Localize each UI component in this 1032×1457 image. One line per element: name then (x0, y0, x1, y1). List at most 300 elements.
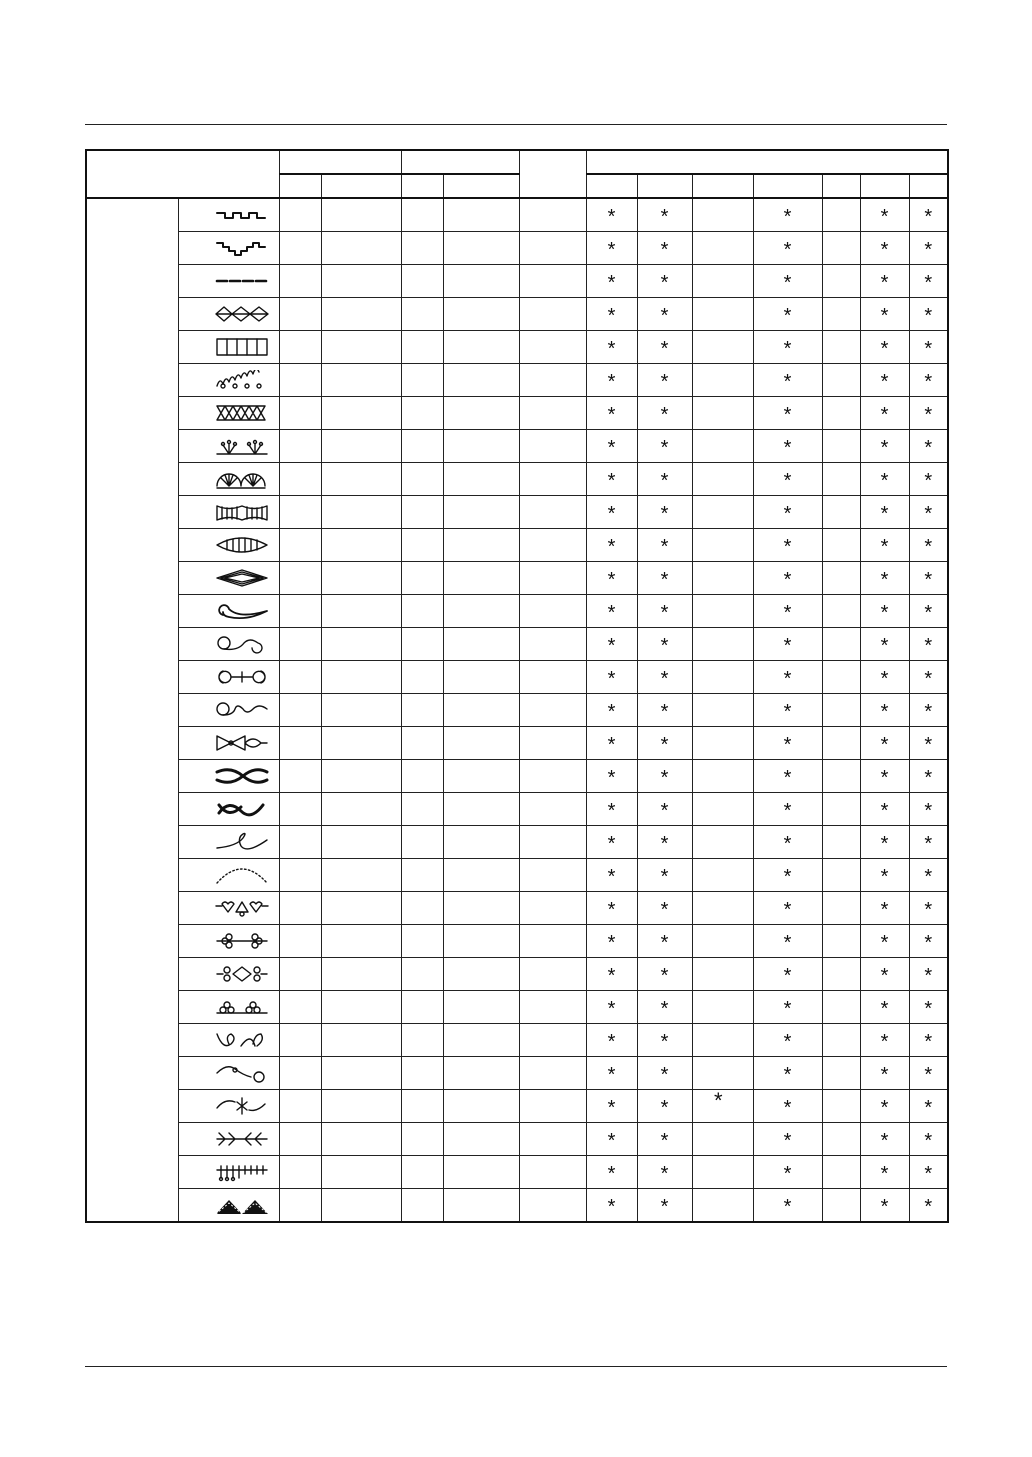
empty-cell (279, 1024, 321, 1057)
availability-mark: * (909, 463, 948, 496)
availability-mark: * (637, 1156, 692, 1189)
stitch-row (86, 1189, 948, 1223)
empty-cell (321, 991, 401, 1024)
empty-cell (519, 1024, 586, 1057)
availability-mark: * (586, 628, 637, 661)
empty-cell (692, 1024, 753, 1057)
availability-mark: * (586, 298, 637, 331)
empty-cell (822, 298, 860, 331)
availability-mark: * (586, 826, 637, 859)
empty-cell (822, 463, 860, 496)
flower-link-stitch-icon (179, 931, 279, 951)
availability-mark: * (637, 661, 692, 694)
empty-cell (519, 1156, 586, 1189)
availability-mark: * (909, 892, 948, 925)
empty-cell (321, 529, 401, 562)
availability-mark: * (860, 562, 909, 595)
stitch-pattern-cell (178, 529, 279, 562)
availability-mark: * (753, 496, 822, 529)
satin-arch-stitch-icon (179, 502, 279, 522)
empty-cell (279, 364, 321, 397)
empty-cell (321, 1057, 401, 1090)
availability-mark: * (586, 694, 637, 727)
empty-cell (692, 595, 753, 628)
empty-cell (443, 1024, 519, 1057)
scroll-curl-stitch-icon (179, 634, 279, 654)
availability-mark: * (586, 1090, 637, 1123)
availability-mark: * (586, 958, 637, 991)
empty-cell (401, 661, 443, 694)
stitch-row (86, 364, 948, 397)
wave-loop-stitch-icon (179, 1063, 279, 1083)
availability-mark: * (860, 232, 909, 265)
empty-cell (822, 1090, 860, 1123)
empty-cell (279, 859, 321, 892)
availability-mark: * (637, 463, 692, 496)
empty-cell (401, 826, 443, 859)
empty-cell (519, 826, 586, 859)
availability-mark: * (909, 430, 948, 463)
empty-cell (321, 265, 401, 298)
stitch-row (86, 331, 948, 364)
stitch-pattern-cell (178, 760, 279, 793)
availability-mark: * (909, 1090, 948, 1123)
empty-cell (401, 1189, 443, 1223)
looped-scallop-stitch-icon (179, 370, 279, 390)
empty-cell (692, 991, 753, 1024)
availability-mark: * (586, 727, 637, 760)
empty-cell (822, 331, 860, 364)
empty-cell (321, 958, 401, 991)
empty-cell (321, 430, 401, 463)
stitch-pattern-cell (178, 661, 279, 694)
empty-cell (279, 529, 321, 562)
empty-cell (443, 925, 519, 958)
empty-cell (321, 1090, 401, 1123)
empty-cell (443, 760, 519, 793)
empty-cell (321, 1123, 401, 1156)
empty-cell (822, 1189, 860, 1223)
empty-cell (401, 892, 443, 925)
empty-cell (692, 859, 753, 892)
stitch-row (86, 397, 948, 430)
empty-cell (401, 529, 443, 562)
availability-mark: * (909, 1024, 948, 1057)
empty-cell (692, 562, 753, 595)
stitch-row (86, 1057, 948, 1090)
empty-cell (279, 892, 321, 925)
empty-cell (401, 1090, 443, 1123)
empty-cell (401, 1057, 443, 1090)
empty-cell (519, 991, 586, 1024)
empty-cell (443, 232, 519, 265)
cross-hatch-stitch-icon (179, 403, 279, 423)
sprig-stitch-icon (179, 436, 279, 456)
availability-mark: * (586, 529, 637, 562)
availability-mark: * (753, 991, 822, 1024)
empty-cell (279, 496, 321, 529)
availability-mark: * (753, 1057, 822, 1090)
availability-mark: * (637, 760, 692, 793)
stepped-wave-stitch-icon (179, 238, 279, 258)
empty-cell (519, 694, 586, 727)
stitch-row (86, 1156, 948, 1189)
empty-cell (443, 265, 519, 298)
empty-cell (692, 198, 753, 232)
availability-mark: * (637, 397, 692, 430)
empty-cell (321, 826, 401, 859)
header-row-1 (86, 150, 948, 174)
availability-mark: * (753, 463, 822, 496)
availability-mark: * (909, 529, 948, 562)
empty-cell (519, 628, 586, 661)
empty-cell (443, 1156, 519, 1189)
stitch-row (86, 595, 948, 628)
stitch-pattern-cell (178, 958, 279, 991)
stitch-pattern-cell (178, 892, 279, 925)
availability-mark: * (909, 694, 948, 727)
availability-mark: * (586, 760, 637, 793)
availability-mark: * (753, 1090, 822, 1123)
empty-cell (321, 694, 401, 727)
stitch-pattern-cell (178, 793, 279, 826)
subheader-cell (822, 174, 860, 198)
availability-mark: * (860, 298, 909, 331)
empty-cell (279, 694, 321, 727)
empty-cell (822, 859, 860, 892)
availability-mark: * (637, 232, 692, 265)
empty-cell (279, 331, 321, 364)
stitch-pattern-cell (178, 1156, 279, 1189)
empty-cell (692, 232, 753, 265)
empty-cell (443, 727, 519, 760)
empty-cell (321, 859, 401, 892)
stitch-row (86, 826, 948, 859)
empty-cell (443, 562, 519, 595)
availability-mark: * (637, 793, 692, 826)
availability-mark: * (753, 430, 822, 463)
empty-cell (279, 793, 321, 826)
empty-cell (443, 331, 519, 364)
availability-mark: * (637, 496, 692, 529)
empty-cell (401, 463, 443, 496)
stitch-row (86, 793, 948, 826)
availability-mark: * (637, 1057, 692, 1090)
empty-cell (279, 397, 321, 430)
subheader-cell (692, 174, 753, 198)
stitch-settings-table (85, 149, 949, 1223)
availability-mark: * (586, 463, 637, 496)
availability-mark: * (637, 925, 692, 958)
stitch-pattern-cell (178, 463, 279, 496)
empty-cell (279, 1156, 321, 1189)
empty-cell (822, 397, 860, 430)
empty-cell (692, 892, 753, 925)
empty-cell (321, 463, 401, 496)
availability-mark: * (909, 198, 948, 232)
availability-mark: * (637, 1189, 692, 1223)
zigzag-peak-stitch-icon (179, 1195, 279, 1215)
availability-mark: * (753, 628, 822, 661)
availability-mark: * (753, 232, 822, 265)
empty-cell (822, 265, 860, 298)
availability-mark: * (637, 595, 692, 628)
empty-cell (401, 1024, 443, 1057)
empty-cell (443, 397, 519, 430)
availability-mark: * (909, 1156, 948, 1189)
empty-cell (822, 760, 860, 793)
availability-mark: * (753, 694, 822, 727)
empty-cell (279, 198, 321, 232)
availability-mark: * (860, 529, 909, 562)
empty-cell (279, 1057, 321, 1090)
availability-mark: * (586, 265, 637, 298)
stitch-pattern-cell (178, 364, 279, 397)
stitch-pattern-cell (178, 430, 279, 463)
availability-mark: * (860, 694, 909, 727)
empty-cell (321, 298, 401, 331)
availability-mark: * (860, 331, 909, 364)
availability-mark: * (860, 826, 909, 859)
empty-cell (321, 331, 401, 364)
empty-cell (279, 826, 321, 859)
empty-cell (401, 958, 443, 991)
empty-cell (519, 529, 586, 562)
stitch-row (86, 628, 948, 661)
bold-knot-stitch-icon (179, 799, 279, 819)
curlicue-stitch-icon (179, 700, 279, 720)
availability-mark: * (860, 1123, 909, 1156)
empty-cell (822, 694, 860, 727)
empty-cell (822, 661, 860, 694)
availability-mark: * (586, 331, 637, 364)
empty-cell (822, 925, 860, 958)
empty-cell (519, 496, 586, 529)
square-wave-stitch-icon (179, 205, 279, 225)
availability-mark: * (637, 826, 692, 859)
availability-mark: * (753, 1123, 822, 1156)
empty-cell (519, 397, 586, 430)
empty-cell (519, 198, 586, 232)
availability-mark: * (637, 958, 692, 991)
empty-cell (692, 265, 753, 298)
empty-cell (822, 826, 860, 859)
availability-mark: * (909, 793, 948, 826)
empty-cell (321, 892, 401, 925)
availability-mark: * (637, 694, 692, 727)
empty-cell (692, 1123, 753, 1156)
stitch-pattern-cell (178, 232, 279, 265)
availability-mark: * (909, 826, 948, 859)
availability-mark: * (586, 232, 637, 265)
availability-mark: * (637, 1123, 692, 1156)
empty-cell (401, 925, 443, 958)
stitch-pattern-cell (178, 1090, 279, 1123)
availability-mark: * (586, 496, 637, 529)
availability-mark: * (637, 198, 692, 232)
empty-cell (401, 1156, 443, 1189)
empty-cell (443, 1057, 519, 1090)
empty-cell (401, 727, 443, 760)
diamond-chain-stitch-icon (179, 304, 279, 324)
stitch-pattern-cell (178, 1189, 279, 1223)
stitch-pattern-cell (178, 1057, 279, 1090)
availability-mark: * (860, 364, 909, 397)
empty-cell (321, 232, 401, 265)
availability-mark: * (586, 1123, 637, 1156)
empty-cell (692, 793, 753, 826)
empty-cell (822, 958, 860, 991)
availability-mark: * (909, 1189, 948, 1223)
availability-mark: * (586, 892, 637, 925)
empty-cell (401, 562, 443, 595)
empty-cell (279, 562, 321, 595)
empty-cell (692, 694, 753, 727)
empty-cell (443, 364, 519, 397)
empty-cell (321, 661, 401, 694)
empty-cell (692, 727, 753, 760)
stitch-row (86, 496, 948, 529)
availability-mark: * (860, 198, 909, 232)
stitch-pattern-cell (178, 397, 279, 430)
stitch-pattern-cell (178, 826, 279, 859)
availability-mark: * (860, 1024, 909, 1057)
empty-cell (692, 958, 753, 991)
availability-mark: * (860, 661, 909, 694)
availability-mark: * (753, 826, 822, 859)
empty-cell (692, 298, 753, 331)
availability-mark: * (860, 1189, 909, 1223)
availability-mark: * (586, 364, 637, 397)
stitch-pattern-cell (178, 1123, 279, 1156)
empty-cell (401, 628, 443, 661)
empty-cell (401, 694, 443, 727)
availability-mark: * (860, 958, 909, 991)
empty-cell (321, 1156, 401, 1189)
empty-cell (279, 265, 321, 298)
empty-cell (519, 562, 586, 595)
leaf-loop-stitch-icon (179, 832, 279, 852)
availability-mark: * (909, 628, 948, 661)
empty-cell (519, 958, 586, 991)
empty-cell (443, 529, 519, 562)
stitch-pattern-cell (178, 991, 279, 1024)
fringe-stitch-icon (179, 1162, 279, 1182)
empty-cell (822, 991, 860, 1024)
empty-cell (321, 628, 401, 661)
stitch-row (86, 991, 948, 1024)
availability-mark: * (753, 595, 822, 628)
flower-diamond-stitch-icon (179, 964, 279, 984)
availability-mark: * (909, 1057, 948, 1090)
stitch-row (86, 958, 948, 991)
empty-cell (279, 1123, 321, 1156)
stitch-row (86, 1123, 948, 1156)
availability-mark: * (909, 661, 948, 694)
availability-mark: * (753, 925, 822, 958)
empty-cell (519, 595, 586, 628)
stitch-pattern-cell (178, 628, 279, 661)
availability-mark: * (586, 661, 637, 694)
availability-mark: * (909, 232, 948, 265)
availability-mark: * (909, 760, 948, 793)
empty-cell (692, 925, 753, 958)
stitch-row (86, 727, 948, 760)
footnote-star: * (714, 1088, 723, 1113)
availability-mark: * (909, 859, 948, 892)
empty-cell (519, 727, 586, 760)
empty-cell (401, 991, 443, 1024)
availability-mark: * (637, 1090, 692, 1123)
availability-mark: * (909, 265, 948, 298)
subheader-cell (860, 174, 909, 198)
empty-cell (692, 1189, 753, 1223)
availability-mark: * (860, 925, 909, 958)
empty-cell (692, 463, 753, 496)
stitch-pattern-cell (178, 1024, 279, 1057)
empty-cell (321, 1024, 401, 1057)
satin-leaf-stitch-icon (179, 535, 279, 555)
empty-cell (822, 529, 860, 562)
empty-cell (321, 562, 401, 595)
empty-cell (519, 760, 586, 793)
availability-mark: * (909, 727, 948, 760)
bow-stitch-icon (179, 733, 279, 753)
availability-mark: * (909, 397, 948, 430)
empty-cell (822, 595, 860, 628)
availability-mark: * (860, 859, 909, 892)
empty-cell (321, 760, 401, 793)
ladder-box-stitch-icon (179, 337, 279, 357)
availability-mark: * (637, 364, 692, 397)
stitch-pattern-cell (178, 496, 279, 529)
availability-mark: * (637, 991, 692, 1024)
stitch-row (86, 298, 948, 331)
empty-cell (443, 694, 519, 727)
availability-mark: * (753, 331, 822, 364)
subheader-cell (321, 174, 401, 198)
empty-cell (692, 826, 753, 859)
availability-mark: * (909, 331, 948, 364)
availability-mark: * (753, 265, 822, 298)
bow-wave-stitch-icon (179, 1096, 279, 1116)
empty-cell (692, 661, 753, 694)
empty-cell (321, 364, 401, 397)
stitch-pattern-cell (178, 595, 279, 628)
empty-cell (822, 1123, 860, 1156)
empty-cell (401, 859, 443, 892)
empty-cell (321, 198, 401, 232)
availability-mark: * (860, 991, 909, 1024)
header-cell-category (86, 150, 279, 198)
empty-cell (519, 793, 586, 826)
stitch-pattern-cell (178, 298, 279, 331)
availability-mark: * (637, 265, 692, 298)
empty-cell (443, 430, 519, 463)
empty-cell (822, 1057, 860, 1090)
availability-mark: * (753, 793, 822, 826)
availability-mark: * (860, 1057, 909, 1090)
stitch-row (86, 760, 948, 793)
stitch-row (86, 562, 948, 595)
shell-fan-stitch-icon (179, 469, 279, 489)
stitch-row (86, 529, 948, 562)
stitch-row (86, 892, 948, 925)
stitch-row (86, 1090, 948, 1123)
empty-cell (401, 430, 443, 463)
empty-cell (401, 232, 443, 265)
stitch-pattern-cell (178, 859, 279, 892)
